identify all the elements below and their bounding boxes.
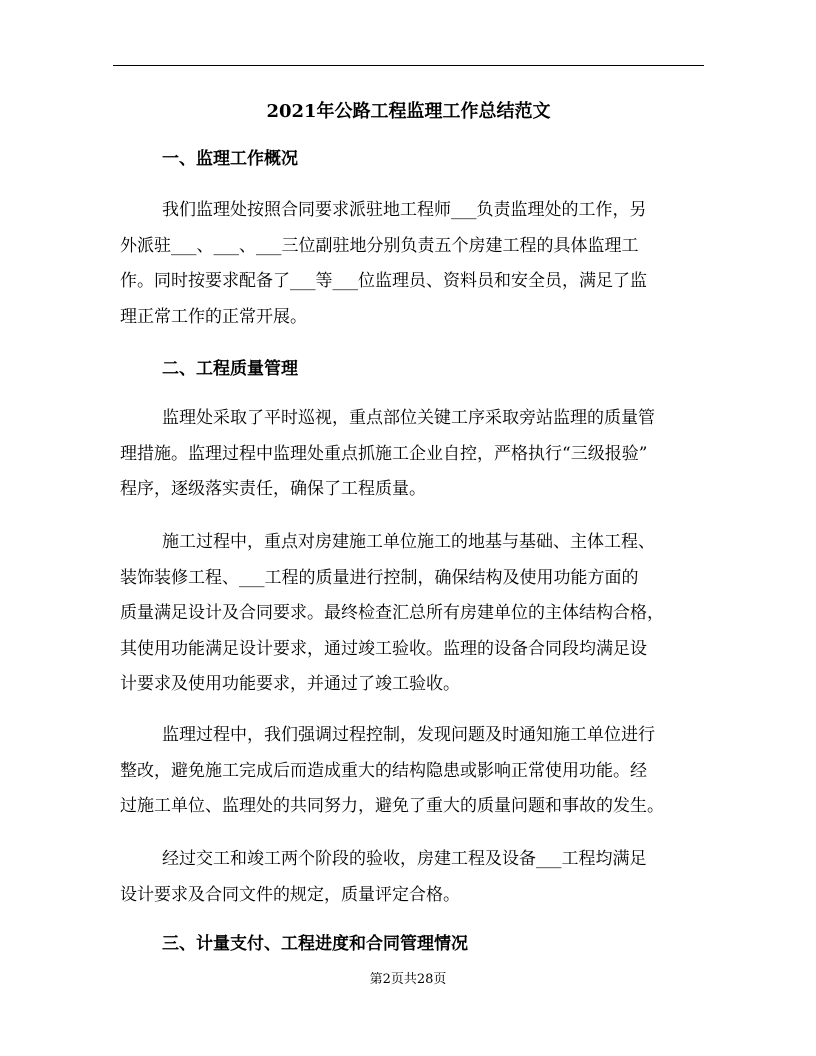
- paragraph-line: 监理过程中，我们强调过程控制，发现问题及时通知施工单位进行: [162, 725, 655, 745]
- paragraph-line: 我们监理处按照合同要求派驻地工程师___负责监理处的工作，另: [162, 200, 647, 220]
- paragraph-line: 程序，逐级落实责任，确保了工程质量。: [120, 479, 426, 499]
- paragraph-line: 装饰装修工程、___工程的质量进行控制，确保结构及使用功能方面的: [120, 567, 639, 588]
- paragraph-line: 施工过程中，重点对房建施工单位施工的地基与基础、主体工程、: [162, 532, 655, 552]
- paragraph-line: 质量满足设计及合同要求。最终检查汇总所有房建单位的主体结构合格，: [120, 603, 664, 623]
- document-title: 2021年公路工程监理工作总结范文: [266, 101, 551, 122]
- paragraph-line: 过施工单位、监理处的共同努力，避免了重大的质量问题和事故的发生。: [120, 796, 664, 816]
- header-rule: [113, 65, 704, 66]
- paragraph-line: 整改，避免施工完成后而造成重大的结构隐患或影响正常使用功能。经: [120, 760, 647, 781]
- paragraph-1-1: [120, 193, 710, 335]
- paragraph-line: 外派驻___、___、___三位副驻地分别负责五个房建工程的具体监理工: [120, 235, 639, 256]
- paragraph-2-3: [120, 718, 710, 825]
- paragraph-2-2: [120, 525, 710, 703]
- paragraph-2-1: [120, 401, 710, 508]
- section-heading-2: 二、工程质量管理: [162, 359, 298, 379]
- paragraph-line: 监理处采取了平时巡视，重点部位关键工序采取旁站监理的质量管: [162, 408, 655, 428]
- paragraph-line: 计要求及使用功能要求，并通过了竣工验收。: [120, 674, 460, 694]
- paragraph-line: 设计要求及合同文件的规定，质量评定合格。: [120, 884, 460, 905]
- page-indicator: 第2页共28页: [369, 972, 447, 987]
- paragraph-2-4: [120, 842, 710, 913]
- paragraph-line: 理措施。监理过程中监理处重点抓施工企业自控，严格执行“三级报验”: [120, 443, 648, 464]
- section-heading-1: 一、监理工作概况: [162, 149, 298, 169]
- paragraph-line: 理正常工作的正常开展。: [120, 306, 307, 327]
- section-heading-3: 三、计量支付、工程进度和合同管理情况: [162, 934, 468, 954]
- paragraph-line: 作。同时按要求配备了___等___位监理员、资料员和安全员，满足了监: [120, 271, 647, 291]
- paragraph-line: 其使用功能满足设计要求，通过竣工验收。监理的设备合同段均满足设: [120, 638, 647, 659]
- paragraph-line: 经过交工和竣工两个阶段的验收，房建工程及设备___工程均满足: [162, 849, 647, 869]
